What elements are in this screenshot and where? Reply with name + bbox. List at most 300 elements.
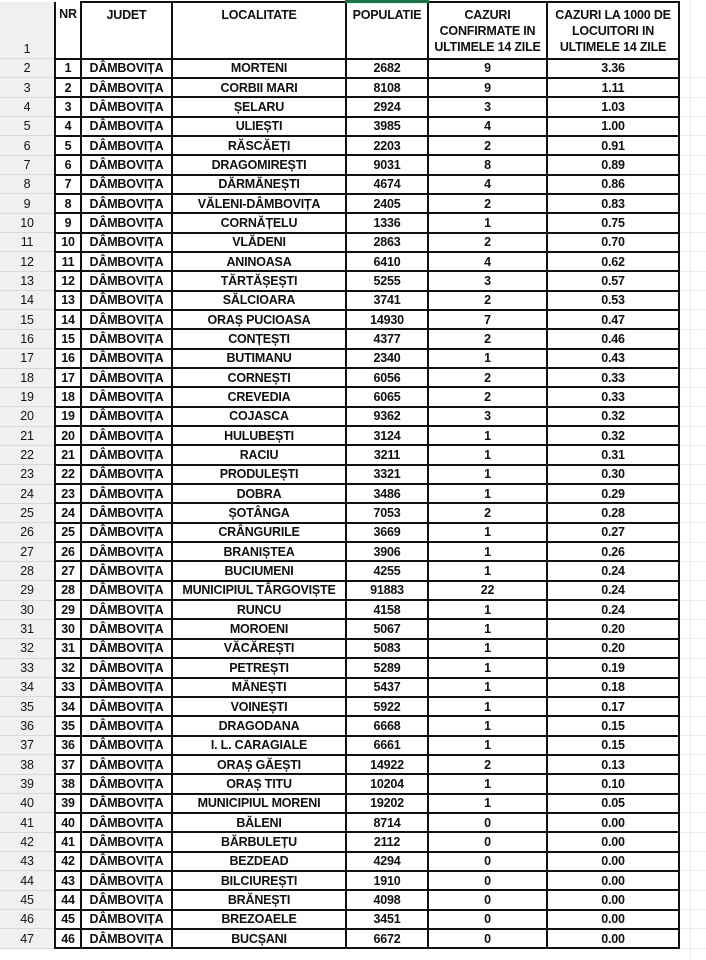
cell-nr[interactable]: 15 bbox=[55, 329, 81, 348]
cell-localitate[interactable]: CORNEȘTI bbox=[172, 368, 346, 387]
row-header[interactable]: 3 bbox=[0, 78, 55, 97]
row-header[interactable]: 40 bbox=[0, 794, 55, 813]
cell-nr[interactable]: 5 bbox=[55, 136, 81, 155]
row-header[interactable]: 2 bbox=[0, 59, 55, 78]
cell-populatie[interactable]: 3985 bbox=[346, 117, 428, 136]
cell-cazuri-1000[interactable]: 0.83 bbox=[547, 194, 679, 213]
cell-cazuri-1000[interactable]: 0.29 bbox=[547, 484, 679, 503]
cell-cazuri[interactable]: 2 bbox=[428, 136, 547, 155]
cell-cazuri[interactable]: 0 bbox=[428, 852, 547, 871]
empty-cell[interactable] bbox=[679, 194, 706, 213]
cell-nr[interactable]: 4 bbox=[55, 117, 81, 136]
cell-cazuri-1000[interactable]: 0.57 bbox=[547, 271, 679, 290]
row-header[interactable]: 8 bbox=[0, 175, 55, 194]
cell-judet[interactable]: DÂMBOVIȚA bbox=[81, 213, 172, 232]
cell-populatie[interactable]: 91883 bbox=[346, 581, 428, 600]
row-header[interactable]: 18 bbox=[0, 368, 55, 387]
cell-judet[interactable]: DÂMBOVIȚA bbox=[81, 136, 172, 155]
cell-cazuri-1000[interactable]: 0.17 bbox=[547, 697, 679, 716]
cell-cazuri-1000[interactable]: 0.05 bbox=[547, 794, 679, 813]
cell-localitate[interactable]: VOINEȘTI bbox=[172, 697, 346, 716]
row-header[interactable]: 20 bbox=[0, 407, 55, 426]
cell-populatie[interactable]: 8108 bbox=[346, 78, 428, 97]
cell-nr[interactable]: 3 bbox=[55, 97, 81, 116]
cell-cazuri[interactable]: 1 bbox=[428, 465, 547, 484]
cell-judet[interactable]: DÂMBOVIȚA bbox=[81, 407, 172, 426]
cell-nr[interactable]: 28 bbox=[55, 581, 81, 600]
cell-nr[interactable]: 8 bbox=[55, 194, 81, 213]
cell-judet[interactable]: DÂMBOVIȚA bbox=[81, 97, 172, 116]
cell-judet[interactable]: DÂMBOVIȚA bbox=[81, 600, 172, 619]
cell-judet[interactable]: DÂMBOVIȚA bbox=[81, 716, 172, 735]
empty-cell[interactable] bbox=[679, 561, 706, 580]
cell-cazuri-1000[interactable]: 0.24 bbox=[547, 600, 679, 619]
cell-judet[interactable]: DÂMBOVIȚA bbox=[81, 658, 172, 677]
cell-nr[interactable]: 18 bbox=[55, 387, 81, 406]
col-header-populatie[interactable]: POPULATIE bbox=[346, 2, 428, 59]
empty-cell[interactable] bbox=[679, 136, 706, 155]
empty-cell[interactable] bbox=[679, 852, 706, 871]
empty-cell[interactable] bbox=[679, 813, 706, 832]
cell-populatie[interactable]: 3211 bbox=[346, 445, 428, 464]
cell-nr[interactable]: 14 bbox=[55, 310, 81, 329]
cell-judet[interactable]: DÂMBOVIȚA bbox=[81, 736, 172, 755]
cell-populatie[interactable]: 2682 bbox=[346, 59, 428, 78]
cell-judet[interactable]: DÂMBOVIȚA bbox=[81, 581, 172, 600]
cell-cazuri[interactable]: 2 bbox=[428, 291, 547, 310]
row-header[interactable]: 24 bbox=[0, 484, 55, 503]
cell-localitate[interactable]: BUCIUMENI bbox=[172, 561, 346, 580]
cell-judet[interactable]: DÂMBOVIȚA bbox=[81, 929, 172, 948]
empty-cell[interactable] bbox=[679, 233, 706, 252]
row-header[interactable]: 7 bbox=[0, 155, 55, 174]
row-header[interactable]: 12 bbox=[0, 252, 55, 271]
cell-localitate[interactable]: BUTIMANU bbox=[172, 349, 346, 368]
cell-localitate[interactable]: CORNĂȚELU bbox=[172, 213, 346, 232]
row-header[interactable]: 25 bbox=[0, 503, 55, 522]
cell-populatie[interactable]: 19202 bbox=[346, 794, 428, 813]
cell-localitate[interactable]: DRAGOMIREȘTI bbox=[172, 155, 346, 174]
row-header[interactable]: 35 bbox=[0, 697, 55, 716]
cell-nr[interactable]: 43 bbox=[55, 871, 81, 890]
cell-populatie[interactable]: 9362 bbox=[346, 407, 428, 426]
empty-cell[interactable] bbox=[679, 368, 706, 387]
cell-nr[interactable]: 24 bbox=[55, 503, 81, 522]
cell-localitate[interactable]: CORBII MARI bbox=[172, 78, 346, 97]
cell-cazuri[interactable]: 2 bbox=[428, 233, 547, 252]
empty-cell[interactable] bbox=[679, 291, 706, 310]
cell-cazuri-1000[interactable]: 0.00 bbox=[547, 813, 679, 832]
row-header[interactable]: 5 bbox=[0, 117, 55, 136]
cell-localitate[interactable]: MĂNEȘTI bbox=[172, 678, 346, 697]
cell-cazuri-1000[interactable]: 0.00 bbox=[547, 929, 679, 948]
empty-cell[interactable] bbox=[679, 407, 706, 426]
cell-localitate[interactable]: RACIU bbox=[172, 445, 346, 464]
cell-cazuri[interactable]: 1 bbox=[428, 678, 547, 697]
cell-cazuri[interactable]: 9 bbox=[428, 78, 547, 97]
row-header[interactable]: 29 bbox=[0, 581, 55, 600]
col-header-localitate[interactable]: LOCALITATE bbox=[172, 2, 346, 59]
row-header[interactable]: 22 bbox=[0, 445, 55, 464]
cell-localitate[interactable]: ORAȘ TITU bbox=[172, 774, 346, 793]
row-header[interactable]: 6 bbox=[0, 136, 55, 155]
cell-cazuri[interactable]: 1 bbox=[428, 736, 547, 755]
cell-cazuri-1000[interactable]: 0.26 bbox=[547, 542, 679, 561]
cell-cazuri[interactable]: 1 bbox=[428, 445, 547, 464]
cell-populatie[interactable]: 4294 bbox=[346, 852, 428, 871]
cell-localitate[interactable]: ULIEȘTI bbox=[172, 117, 346, 136]
cell-populatie[interactable]: 6668 bbox=[346, 716, 428, 735]
cell-cazuri[interactable]: 0 bbox=[428, 890, 547, 909]
empty-cell[interactable] bbox=[679, 329, 706, 348]
empty-cell[interactable] bbox=[679, 503, 706, 522]
row-header[interactable]: 27 bbox=[0, 542, 55, 561]
cell-populatie[interactable]: 4377 bbox=[346, 329, 428, 348]
cell-nr[interactable]: 41 bbox=[55, 832, 81, 851]
cell-populatie[interactable]: 14930 bbox=[346, 310, 428, 329]
cell-cazuri[interactable]: 9 bbox=[428, 59, 547, 78]
cell-nr[interactable]: 7 bbox=[55, 175, 81, 194]
cell-localitate[interactable]: DRAGODANA bbox=[172, 716, 346, 735]
cell-cazuri[interactable]: 1 bbox=[428, 349, 547, 368]
cell-populatie[interactable]: 2863 bbox=[346, 233, 428, 252]
cell-localitate[interactable]: I. L. CARAGIALE bbox=[172, 736, 346, 755]
cell-cazuri[interactable]: 2 bbox=[428, 368, 547, 387]
cell-cazuri[interactable]: 1 bbox=[428, 561, 547, 580]
cell-judet[interactable]: DÂMBOVIȚA bbox=[81, 59, 172, 78]
cell-localitate[interactable]: ORAȘ GĂEȘTI bbox=[172, 755, 346, 774]
cell-populatie[interactable]: 1910 bbox=[346, 871, 428, 890]
cell-cazuri-1000[interactable]: 0.70 bbox=[547, 233, 679, 252]
empty-cell[interactable] bbox=[679, 465, 706, 484]
empty-cell[interactable] bbox=[679, 639, 706, 658]
cell-localitate[interactable]: PETREȘTI bbox=[172, 658, 346, 677]
cell-localitate[interactable]: CRÂNGURILE bbox=[172, 523, 346, 542]
cell-populatie[interactable]: 6661 bbox=[346, 736, 428, 755]
cell-cazuri-1000[interactable]: 3.36 bbox=[547, 59, 679, 78]
row-header[interactable]: 23 bbox=[0, 465, 55, 484]
cell-nr[interactable]: 35 bbox=[55, 716, 81, 735]
row-header[interactable]: 13 bbox=[0, 271, 55, 290]
cell-nr[interactable]: 30 bbox=[55, 619, 81, 638]
cell-localitate[interactable]: ORAȘ PUCIOASA bbox=[172, 310, 346, 329]
cell-localitate[interactable]: MORTENI bbox=[172, 59, 346, 78]
cell-populatie[interactable]: 5289 bbox=[346, 658, 428, 677]
cell-cazuri[interactable]: 0 bbox=[428, 929, 547, 948]
empty-cell[interactable] bbox=[679, 697, 706, 716]
cell-nr[interactable]: 16 bbox=[55, 349, 81, 368]
cell-populatie[interactable]: 2203 bbox=[346, 136, 428, 155]
cell-nr[interactable]: 46 bbox=[55, 929, 81, 948]
cell-populatie[interactable]: 10204 bbox=[346, 774, 428, 793]
cell-cazuri[interactable]: 4 bbox=[428, 175, 547, 194]
cell-cazuri-1000[interactable]: 0.33 bbox=[547, 368, 679, 387]
cell-cazuri-1000[interactable]: 0.62 bbox=[547, 252, 679, 271]
row-header[interactable]: 16 bbox=[0, 329, 55, 348]
row-header[interactable]: 19 bbox=[0, 387, 55, 406]
cell-judet[interactable]: DÂMBOVIȚA bbox=[81, 445, 172, 464]
cell-nr[interactable]: 40 bbox=[55, 813, 81, 832]
cell-populatie[interactable]: 5067 bbox=[346, 619, 428, 638]
cell-nr[interactable]: 31 bbox=[55, 639, 81, 658]
cell-nr[interactable]: 13 bbox=[55, 291, 81, 310]
cell-cazuri-1000[interactable]: 0.32 bbox=[547, 407, 679, 426]
cell-cazuri-1000[interactable]: 0.46 bbox=[547, 329, 679, 348]
empty-cell[interactable] bbox=[679, 736, 706, 755]
cell-judet[interactable]: DÂMBOVIȚA bbox=[81, 233, 172, 252]
cell-cazuri-1000[interactable]: 0.20 bbox=[547, 639, 679, 658]
cell-cazuri-1000[interactable]: 0.15 bbox=[547, 716, 679, 735]
empty-cell[interactable] bbox=[679, 832, 706, 851]
cell-cazuri[interactable]: 4 bbox=[428, 252, 547, 271]
cell-cazuri[interactable]: 1 bbox=[428, 426, 547, 445]
empty-cell[interactable] bbox=[679, 678, 706, 697]
cell-cazuri[interactable]: 1 bbox=[428, 484, 547, 503]
cell-judet[interactable]: DÂMBOVIȚA bbox=[81, 117, 172, 136]
cell-judet[interactable]: DÂMBOVIȚA bbox=[81, 832, 172, 851]
cell-judet[interactable]: DÂMBOVIȚA bbox=[81, 794, 172, 813]
empty-cell[interactable] bbox=[679, 252, 706, 271]
cell-cazuri-1000[interactable]: 0.00 bbox=[547, 890, 679, 909]
cell-nr[interactable]: 20 bbox=[55, 426, 81, 445]
empty-cell[interactable] bbox=[679, 59, 706, 78]
cell-populatie[interactable]: 4158 bbox=[346, 600, 428, 619]
cell-judet[interactable]: DÂMBOVIȚA bbox=[81, 426, 172, 445]
cell-populatie[interactable]: 8714 bbox=[346, 813, 428, 832]
cell-cazuri-1000[interactable]: 0.47 bbox=[547, 310, 679, 329]
cell-cazuri[interactable]: 4 bbox=[428, 117, 547, 136]
cell-cazuri-1000[interactable]: 0.27 bbox=[547, 523, 679, 542]
cell-populatie[interactable]: 14922 bbox=[346, 755, 428, 774]
row-header[interactable]: 21 bbox=[0, 426, 55, 445]
cell-nr[interactable]: 23 bbox=[55, 484, 81, 503]
empty-cell[interactable] bbox=[679, 910, 706, 929]
cell-populatie[interactable]: 3486 bbox=[346, 484, 428, 503]
cell-populatie[interactable]: 5255 bbox=[346, 271, 428, 290]
cell-populatie[interactable]: 3321 bbox=[346, 465, 428, 484]
cell-populatie[interactable]: 3906 bbox=[346, 542, 428, 561]
cell-cazuri-1000[interactable]: 0.10 bbox=[547, 774, 679, 793]
row-header[interactable]: 28 bbox=[0, 561, 55, 580]
cell-cazuri[interactable]: 7 bbox=[428, 310, 547, 329]
cell-localitate[interactable]: RUNCU bbox=[172, 600, 346, 619]
cell-populatie[interactable]: 6410 bbox=[346, 252, 428, 271]
row-header[interactable]: 11 bbox=[0, 233, 55, 252]
cell-judet[interactable]: DÂMBOVIȚA bbox=[81, 194, 172, 213]
row-header[interactable]: 44 bbox=[0, 871, 55, 890]
cell-localitate[interactable]: BREZOAELE bbox=[172, 910, 346, 929]
cell-cazuri[interactable]: 0 bbox=[428, 871, 547, 890]
cell-populatie[interactable]: 7053 bbox=[346, 503, 428, 522]
row-header[interactable]: 30 bbox=[0, 600, 55, 619]
cell-nr[interactable]: 1 bbox=[55, 59, 81, 78]
cell-judet[interactable]: DÂMBOVIȚA bbox=[81, 678, 172, 697]
cell-judet[interactable]: DÂMBOVIȚA bbox=[81, 639, 172, 658]
cell-nr[interactable]: 21 bbox=[55, 445, 81, 464]
row-header[interactable]: 32 bbox=[0, 639, 55, 658]
cell-cazuri-1000[interactable]: 0.19 bbox=[547, 658, 679, 677]
cell-cazuri[interactable]: 1 bbox=[428, 658, 547, 677]
cell-localitate[interactable]: BĂLENI bbox=[172, 813, 346, 832]
row-header[interactable]: 9 bbox=[0, 194, 55, 213]
cell-populatie[interactable]: 1336 bbox=[346, 213, 428, 232]
cell-cazuri-1000[interactable]: 0.18 bbox=[547, 678, 679, 697]
empty-cell[interactable] bbox=[679, 78, 706, 97]
cell-cazuri[interactable]: 1 bbox=[428, 619, 547, 638]
cell-nr[interactable]: 44 bbox=[55, 890, 81, 909]
row-header[interactable]: 33 bbox=[0, 658, 55, 677]
cell-cazuri-1000[interactable]: 0.24 bbox=[547, 561, 679, 580]
cell-localitate[interactable]: ȘELARU bbox=[172, 97, 346, 116]
cell-cazuri[interactable]: 1 bbox=[428, 774, 547, 793]
cell-nr[interactable]: 11 bbox=[55, 252, 81, 271]
cell-cazuri[interactable]: 1 bbox=[428, 697, 547, 716]
cell-cazuri-1000[interactable]: 0.15 bbox=[547, 736, 679, 755]
cell-judet[interactable]: DÂMBOVIȚA bbox=[81, 910, 172, 929]
cell-judet[interactable]: DÂMBOVIȚA bbox=[81, 503, 172, 522]
cell-judet[interactable]: DÂMBOVIȚA bbox=[81, 291, 172, 310]
cell-judet[interactable]: DÂMBOVIȚA bbox=[81, 310, 172, 329]
cell-cazuri-1000[interactable]: 0.33 bbox=[547, 387, 679, 406]
row-header[interactable]: 47 bbox=[0, 929, 55, 948]
row-header[interactable]: 31 bbox=[0, 619, 55, 638]
cell-cazuri[interactable]: 0 bbox=[428, 910, 547, 929]
empty-cell[interactable] bbox=[679, 929, 706, 948]
cell-cazuri-1000[interactable]: 0.30 bbox=[547, 465, 679, 484]
row-header[interactable]: 10 bbox=[0, 213, 55, 232]
empty-cell[interactable] bbox=[679, 774, 706, 793]
cell-nr[interactable]: 2 bbox=[55, 78, 81, 97]
cell-cazuri[interactable]: 1 bbox=[428, 213, 547, 232]
cell-cazuri[interactable]: 3 bbox=[428, 97, 547, 116]
cell-localitate[interactable]: BĂRBULEȚU bbox=[172, 832, 346, 851]
empty-cell[interactable] bbox=[679, 523, 706, 542]
cell-judet[interactable]: DÂMBOVIȚA bbox=[81, 175, 172, 194]
cell-cazuri-1000[interactable]: 1.03 bbox=[547, 97, 679, 116]
cell-nr[interactable]: 6 bbox=[55, 155, 81, 174]
cell-cazuri-1000[interactable]: 0.00 bbox=[547, 910, 679, 929]
cell-populatie[interactable]: 4098 bbox=[346, 890, 428, 909]
cell-populatie[interactable]: 6056 bbox=[346, 368, 428, 387]
row-header[interactable]: 46 bbox=[0, 910, 55, 929]
cell-cazuri-1000[interactable]: 0.32 bbox=[547, 426, 679, 445]
cell-nr[interactable]: 38 bbox=[55, 774, 81, 793]
empty-cell[interactable] bbox=[679, 542, 706, 561]
cell-populatie[interactable]: 5437 bbox=[346, 678, 428, 697]
cell-localitate[interactable]: BILCIUREȘTI bbox=[172, 871, 346, 890]
cell-nr[interactable]: 25 bbox=[55, 523, 81, 542]
cell-cazuri[interactable]: 1 bbox=[428, 716, 547, 735]
cell-localitate[interactable]: BUCȘANI bbox=[172, 929, 346, 948]
cell-populatie[interactable]: 3124 bbox=[346, 426, 428, 445]
cell-populatie[interactable]: 4674 bbox=[346, 175, 428, 194]
cell-localitate[interactable]: RĂSCĂEȚI bbox=[172, 136, 346, 155]
empty-cell[interactable] bbox=[679, 155, 706, 174]
row-header[interactable]: 1 bbox=[0, 2, 55, 59]
empty-cell[interactable] bbox=[679, 213, 706, 232]
cell-judet[interactable]: DÂMBOVIȚA bbox=[81, 349, 172, 368]
empty-cell[interactable] bbox=[679, 426, 706, 445]
cell-localitate[interactable]: MUNICIPIUL MORENI bbox=[172, 794, 346, 813]
cell-nr[interactable]: 42 bbox=[55, 852, 81, 871]
cell-localitate[interactable]: CONȚEȘTI bbox=[172, 329, 346, 348]
cell-populatie[interactable]: 5922 bbox=[346, 697, 428, 716]
cell-judet[interactable]: DÂMBOVIȚA bbox=[81, 252, 172, 271]
empty-cell[interactable] bbox=[679, 794, 706, 813]
cell-judet[interactable]: DÂMBOVIȚA bbox=[81, 697, 172, 716]
cell-judet[interactable]: DÂMBOVIȚA bbox=[81, 387, 172, 406]
cell-cazuri[interactable]: 1 bbox=[428, 523, 547, 542]
row-header[interactable]: 37 bbox=[0, 736, 55, 755]
cell-cazuri[interactable]: 2 bbox=[428, 194, 547, 213]
cell-localitate[interactable]: PRODULEȘTI bbox=[172, 465, 346, 484]
cell-cazuri-1000[interactable]: 1.00 bbox=[547, 117, 679, 136]
empty-cell[interactable] bbox=[679, 349, 706, 368]
cell-cazuri[interactable]: 2 bbox=[428, 387, 547, 406]
empty-cell[interactable] bbox=[679, 890, 706, 909]
cell-cazuri-1000[interactable]: 0.00 bbox=[547, 871, 679, 890]
cell-localitate[interactable]: DOBRA bbox=[172, 484, 346, 503]
cell-cazuri[interactable]: 3 bbox=[428, 407, 547, 426]
row-header[interactable]: 43 bbox=[0, 852, 55, 871]
cell-judet[interactable]: DÂMBOVIȚA bbox=[81, 852, 172, 871]
cell-populatie[interactable]: 2924 bbox=[346, 97, 428, 116]
cell-nr[interactable]: 10 bbox=[55, 233, 81, 252]
cell-cazuri-1000[interactable]: 0.13 bbox=[547, 755, 679, 774]
cell-cazuri[interactable]: 2 bbox=[428, 503, 547, 522]
cell-judet[interactable]: DÂMBOVIȚA bbox=[81, 368, 172, 387]
cell-localitate[interactable]: MOROENI bbox=[172, 619, 346, 638]
empty-cell[interactable] bbox=[679, 445, 706, 464]
cell-cazuri[interactable]: 1 bbox=[428, 542, 547, 561]
cell-cazuri-1000[interactable]: 0.75 bbox=[547, 213, 679, 232]
cell-cazuri-1000[interactable]: 0.91 bbox=[547, 136, 679, 155]
row-header[interactable]: 45 bbox=[0, 890, 55, 909]
empty-cell[interactable] bbox=[679, 871, 706, 890]
cell-nr[interactable]: 19 bbox=[55, 407, 81, 426]
cell-localitate[interactable]: BEZDEAD bbox=[172, 852, 346, 871]
cell-populatie[interactable]: 2112 bbox=[346, 832, 428, 851]
cell-populatie[interactable]: 6672 bbox=[346, 929, 428, 948]
empty-cell[interactable] bbox=[679, 2, 706, 59]
empty-cell[interactable] bbox=[679, 271, 706, 290]
cell-localitate[interactable]: COJASCA bbox=[172, 407, 346, 426]
row-header[interactable]: 38 bbox=[0, 755, 55, 774]
cell-localitate[interactable]: ANINOASA bbox=[172, 252, 346, 271]
cell-localitate[interactable]: SĂLCIOARA bbox=[172, 291, 346, 310]
cell-cazuri[interactable]: 0 bbox=[428, 813, 547, 832]
cell-judet[interactable]: DÂMBOVIȚA bbox=[81, 523, 172, 542]
cell-localitate[interactable]: HULUBEȘTI bbox=[172, 426, 346, 445]
col-header-judet[interactable]: JUDET bbox=[81, 2, 172, 59]
cell-cazuri-1000[interactable]: 0.43 bbox=[547, 349, 679, 368]
cell-populatie[interactable]: 5083 bbox=[346, 639, 428, 658]
empty-cell[interactable] bbox=[679, 387, 706, 406]
col-header-nr[interactable]: NR bbox=[55, 2, 81, 59]
cell-judet[interactable]: DÂMBOVIȚA bbox=[81, 271, 172, 290]
cell-judet[interactable]: DÂMBOVIȚA bbox=[81, 813, 172, 832]
cell-nr[interactable]: 37 bbox=[55, 755, 81, 774]
row-header[interactable]: 42 bbox=[0, 832, 55, 851]
cell-populatie[interactable]: 3741 bbox=[346, 291, 428, 310]
cell-populatie[interactable]: 6065 bbox=[346, 387, 428, 406]
cell-nr[interactable]: 36 bbox=[55, 736, 81, 755]
cell-cazuri-1000[interactable]: 1.11 bbox=[547, 78, 679, 97]
cell-cazuri-1000[interactable]: 0.20 bbox=[547, 619, 679, 638]
cell-judet[interactable]: DÂMBOVIȚA bbox=[81, 155, 172, 174]
cell-judet[interactable]: DÂMBOVIȚA bbox=[81, 619, 172, 638]
cell-cazuri-1000[interactable]: 0.53 bbox=[547, 291, 679, 310]
